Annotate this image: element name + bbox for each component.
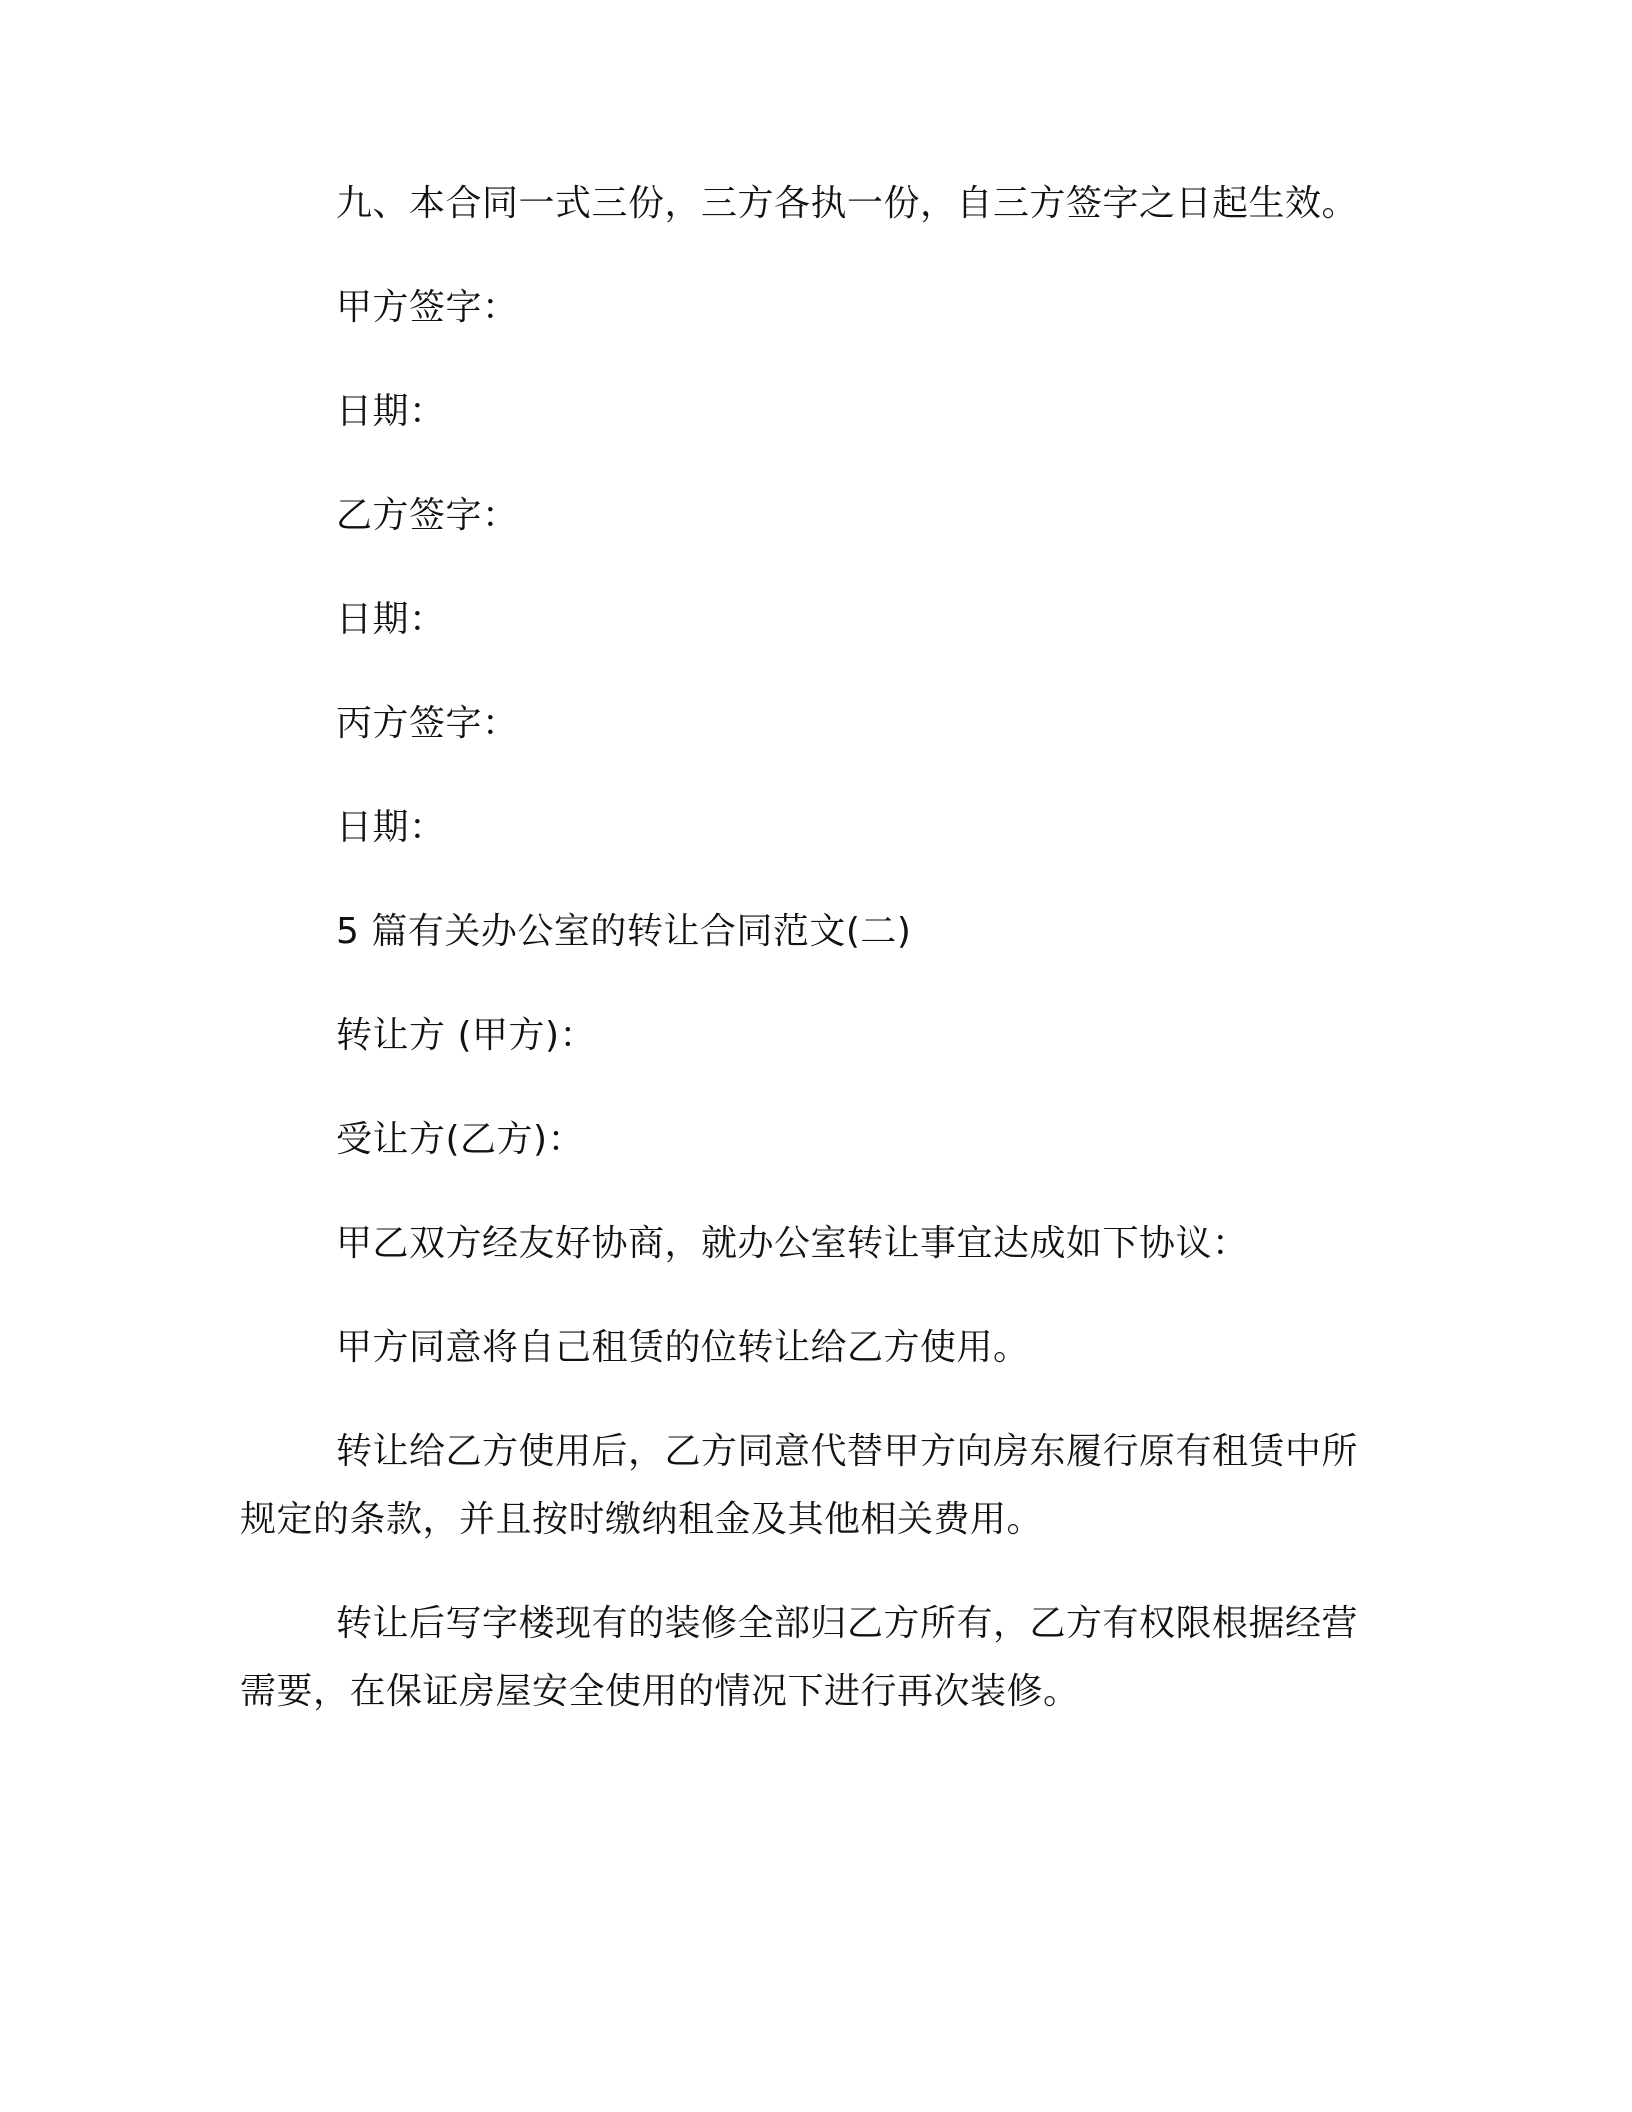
party-a-signature-label: 甲方签字： bbox=[336, 287, 519, 328]
section-heading: 5 篇有关办公室的转让合同范文(二) bbox=[336, 911, 912, 952]
agreement-clause-3: 转让后写字楼现有的装修全部归乙方所有，乙方有权限根据经营需要，在保证房屋安全使用的情况下进行再次装修。 bbox=[240, 1603, 1359, 1712]
party-b-signature-label: 乙方签字： bbox=[336, 495, 519, 536]
party-c-signature-label: 丙方签字： bbox=[336, 703, 519, 744]
agreement-clause-2: 转让给乙方使用后，乙方同意代替甲方向房东履行原有租赁中所规定的条款，并且按时缴纳租金及其他相关费用。 bbox=[240, 1431, 1359, 1540]
agreement-clause-1: 甲方同意将自己租赁的位转让给乙方使用。 bbox=[336, 1327, 1030, 1368]
document-body bbox=[240, 183, 1390, 1726]
party-b-date-label: 日期： bbox=[336, 599, 446, 640]
party-c-date-label: 日期： bbox=[336, 807, 446, 848]
transferor-label: 转让方 (甲方)： bbox=[336, 1015, 597, 1056]
transferee-label: 受让方(乙方)： bbox=[336, 1119, 585, 1160]
clause-nine: 九、本合同一式三份，三方各执一份，自三方签字之日起生效。 bbox=[336, 183, 1359, 224]
party-a-date-label: 日期： bbox=[336, 391, 446, 432]
agreement-intro: 甲乙双方经友好协商，就办公室转让事宜达成如下协议： bbox=[336, 1223, 1249, 1264]
